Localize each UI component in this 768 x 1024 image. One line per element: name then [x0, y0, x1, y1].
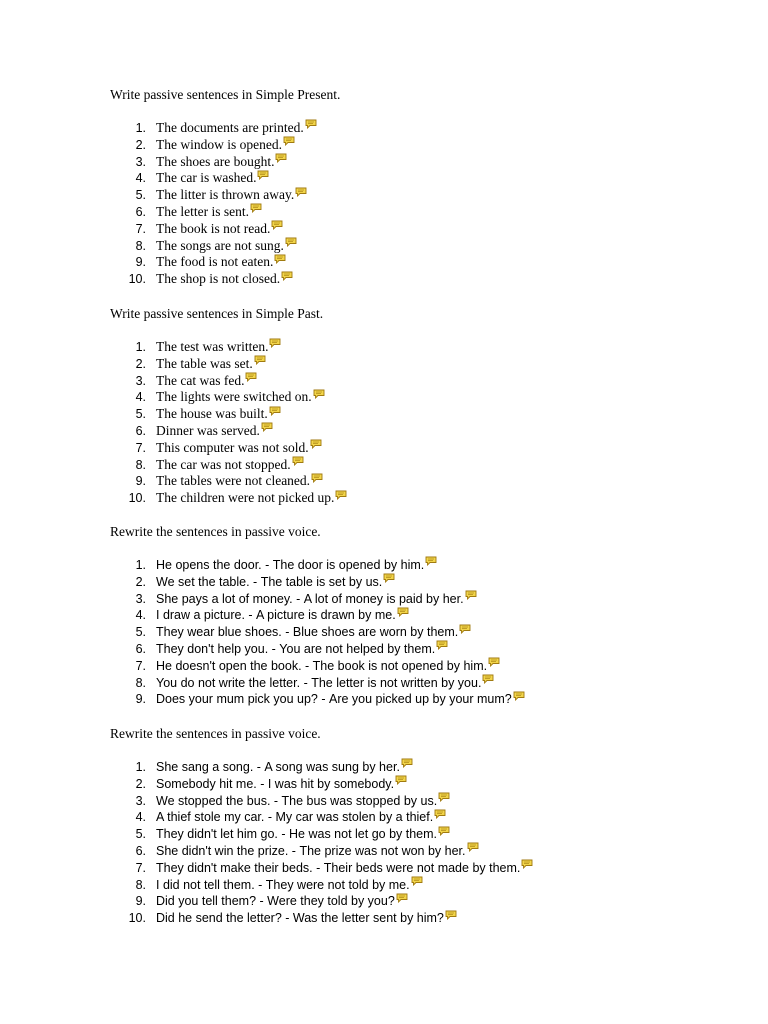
passive-sentence: The table was set.: [156, 355, 253, 371]
item-number: 2.: [135, 137, 146, 152]
item-text: [156, 591, 477, 608]
active-sentence: They didn't let him go.: [156, 827, 278, 842]
item-number: 9.: [135, 474, 146, 489]
answer-separator: -: [292, 591, 304, 606]
passive-sentence: The cat was fed.: [156, 372, 245, 388]
item-text: [156, 675, 494, 692]
answer-separator: -: [317, 692, 329, 707]
active-sentence: She sang a song.: [156, 760, 254, 774]
answer-separator: -: [281, 625, 293, 640]
comment-icon[interactable]: [488, 657, 500, 667]
passive-answer: Blue shoes are worn by them.: [292, 625, 459, 640]
comment-icon[interactable]: [305, 119, 317, 129]
section-heading: Rewrite the sentences in passive voice.: [110, 524, 321, 539]
active-sentence: I did not tell them.: [156, 877, 255, 892]
comment-icon[interactable]: [261, 422, 273, 432]
passive-answer: The book is not opened by him.: [312, 658, 488, 673]
comment-icon[interactable]: [274, 254, 286, 264]
item-text: [156, 187, 307, 204]
answer-separator: -: [256, 894, 268, 909]
item-number: 1.: [135, 558, 146, 572]
item-text: [156, 691, 525, 708]
item-number: 9.: [135, 692, 146, 707]
item-number: 2.: [135, 574, 146, 589]
passive-sentence: The test was written.: [156, 339, 269, 354]
passive-answer: The prize was not won by her.: [299, 843, 466, 858]
comment-icon[interactable]: [459, 624, 471, 634]
active-sentence: Does your mum pick you up?: [156, 692, 318, 707]
item-number: 7.: [135, 658, 146, 673]
passive-answer: Was the letter sent by him?: [292, 911, 444, 926]
active-sentence: She didn't win the prize.: [156, 843, 289, 858]
item-number: 4.: [135, 390, 146, 405]
item-text: [156, 238, 297, 255]
comment-icon[interactable]: [395, 775, 407, 785]
item-number: 1.: [135, 760, 146, 774]
passive-answer: They were not told by me.: [265, 877, 410, 892]
item-text: [156, 473, 323, 490]
item-number: 8.: [135, 457, 146, 472]
active-sentence: They don't help you.: [156, 641, 269, 656]
comment-icon[interactable]: [257, 170, 269, 180]
item-number: 7.: [135, 221, 146, 236]
answer-separator: -: [244, 608, 257, 623]
passive-answer: Were they told by you?: [267, 894, 395, 909]
item-number: 6.: [135, 423, 146, 438]
passive-answer: I was hit by somebody.: [267, 776, 395, 791]
comment-icon[interactable]: [295, 187, 307, 197]
item-number: 7.: [135, 860, 146, 875]
item-number: 5.: [135, 188, 146, 203]
active-sentence: Somebody hit me.: [156, 776, 257, 791]
item-number: 10.: [128, 491, 146, 506]
passive-answer: He was not let go by them.: [289, 827, 438, 842]
item-number: 6.: [135, 641, 146, 656]
answer-separator: -: [270, 793, 282, 808]
item-number: 3.: [135, 793, 146, 808]
item-text: [156, 658, 500, 675]
comment-icon[interactable]: [269, 406, 281, 416]
active-sentence: She pays a lot of money.: [156, 591, 293, 606]
passive-sentence: The litter is thrown away.: [156, 187, 295, 203]
passive-sentence: The documents are printed.: [156, 120, 304, 135]
passive-sentence: The car was not stopped.: [156, 456, 291, 472]
item-text: [156, 910, 457, 927]
answer-separator: -: [300, 675, 312, 690]
comment-icon[interactable]: [465, 590, 477, 600]
passive-sentence: The shoes are bought.: [156, 153, 275, 169]
item-number: 6.: [135, 204, 146, 219]
item-text: [156, 809, 446, 826]
item-number: 7.: [135, 440, 146, 455]
active-sentence: I draw a picture.: [156, 608, 245, 623]
item-text: [156, 154, 287, 171]
passive-sentence: The food is not eaten.: [156, 254, 274, 270]
section-heading: Rewrite the sentences in passive voice.: [110, 726, 321, 741]
item-text: [156, 356, 266, 373]
passive-answer: Are you picked up by your mum?: [329, 692, 512, 707]
item-number: 3.: [135, 373, 146, 388]
item-text: [156, 624, 471, 641]
passive-sentence: The songs are not sung.: [156, 237, 284, 253]
item-number: 10.: [128, 272, 146, 287]
passive-answer: My car was stolen by a thief.: [275, 810, 434, 825]
answer-separator: -: [268, 641, 280, 656]
active-sentence: We set the table.: [156, 574, 250, 589]
passive-sentence: The window is opened.: [156, 136, 282, 152]
active-sentence: They wear blue shoes.: [156, 625, 282, 640]
item-number: 4.: [135, 171, 146, 186]
passive-sentence: The car is washed.: [156, 170, 257, 186]
item-text: [156, 826, 450, 843]
item-number: 10.: [128, 911, 146, 926]
item-text: [156, 490, 347, 507]
answer-separator: -: [264, 810, 276, 825]
comment-icon[interactable]: [396, 893, 408, 903]
comment-icon[interactable]: [281, 271, 293, 281]
comment-icon[interactable]: [401, 758, 413, 768]
active-sentence: They didn't make their beds.: [156, 860, 313, 875]
passive-sentence: This computer was not sold.: [156, 439, 309, 455]
comment-icon[interactable]: [434, 809, 446, 819]
comment-icon[interactable]: [285, 237, 297, 247]
active-sentence: He opens the door.: [156, 558, 262, 572]
item-number: 3.: [135, 154, 146, 169]
item-number: 5.: [135, 827, 146, 842]
passive-answer: The table is set by us.: [260, 574, 383, 589]
comment-icon[interactable]: [283, 136, 295, 146]
item-text: [156, 254, 286, 271]
item-number: 8.: [135, 238, 146, 253]
comment-icon[interactable]: [245, 372, 257, 382]
item-text: [156, 860, 533, 877]
passive-answer: A song was sung by her.: [264, 760, 400, 774]
item-text: [156, 271, 293, 288]
item-number: 3.: [135, 591, 146, 606]
passive-answer: The door is opened by him.: [272, 558, 425, 572]
comment-icon[interactable]: [254, 355, 266, 365]
comment-icon[interactable]: [292, 456, 304, 466]
active-sentence: A thief stole my car.: [156, 810, 265, 825]
comment-icon[interactable]: [425, 556, 437, 566]
answer-separator: -: [253, 760, 265, 774]
passive-answer: Their beds were not made by them.: [323, 860, 521, 875]
item-text: [156, 373, 257, 390]
item-text: [156, 137, 295, 154]
item-text: [156, 557, 437, 574]
item-text: [156, 423, 273, 440]
item-number: 8.: [135, 675, 146, 690]
passive-sentence: The tables were not cleaned.: [156, 473, 311, 489]
item-text: [156, 607, 409, 624]
comment-icon[interactable]: [521, 859, 533, 869]
item-text: [156, 339, 281, 356]
answer-separator: -: [301, 658, 313, 673]
passive-sentence: The shop is not closed.: [156, 271, 281, 287]
answer-separator: -: [277, 827, 290, 842]
item-number: 1.: [135, 121, 146, 135]
item-number: 9.: [135, 255, 146, 270]
comment-icon[interactable]: [271, 220, 283, 230]
item-number: 8.: [135, 877, 146, 892]
active-sentence: Did you tell them?: [156, 894, 257, 909]
item-text: [156, 776, 407, 793]
item-text: [156, 204, 262, 221]
section-heading: Write passive sentences in Simple Present.: [110, 87, 341, 102]
comment-icon[interactable]: [250, 203, 262, 213]
answer-separator: -: [312, 860, 324, 875]
item-text: [156, 893, 408, 910]
item-number: 4.: [135, 810, 146, 825]
active-sentence: We stopped the bus.: [156, 793, 271, 808]
item-text: [156, 120, 317, 137]
answer-separator: -: [288, 843, 300, 858]
item-number: 9.: [135, 894, 146, 909]
item-text: [156, 457, 304, 474]
comment-icon[interactable]: [313, 389, 325, 399]
answer-separator: -: [281, 911, 293, 926]
item-text: [156, 389, 325, 406]
item-number: 2.: [135, 356, 146, 371]
section-heading: Write passive sentences in Simple Past.: [110, 306, 324, 321]
item-text: [156, 574, 395, 591]
passive-answer: You are not helped by them.: [279, 641, 436, 656]
answer-separator: -: [249, 574, 261, 589]
passive-answer: A lot of money is paid by her.: [303, 591, 464, 606]
item-text: [156, 406, 281, 423]
comment-icon[interactable]: [411, 876, 423, 886]
passive-sentence: The house was built.: [156, 406, 268, 422]
active-sentence: Did he send the letter?: [156, 911, 282, 926]
item-number: 4.: [135, 608, 146, 623]
comment-icon[interactable]: [335, 490, 347, 500]
item-text: [156, 759, 413, 776]
item-number: 2.: [135, 776, 146, 791]
item-text: [156, 170, 269, 187]
answer-separator: -: [261, 558, 273, 572]
active-sentence: He doesn't open the book.: [156, 658, 302, 673]
comment-icon[interactable]: [445, 910, 457, 920]
item-text: [156, 793, 450, 810]
comment-icon[interactable]: [397, 607, 409, 617]
comment-icon[interactable]: [436, 640, 448, 650]
passive-sentence: The book is not read.: [156, 220, 271, 236]
answer-separator: -: [254, 877, 266, 892]
passive-sentence: The lights were switched on.: [156, 389, 312, 405]
comment-icon[interactable]: [383, 573, 395, 583]
item-text: [156, 641, 448, 658]
active-sentence: You do not write the letter.: [156, 675, 301, 690]
item-text: [156, 440, 322, 457]
item-number: 1.: [135, 340, 146, 354]
answer-separator: -: [256, 776, 268, 791]
item-number: 5.: [135, 625, 146, 640]
passive-answer: The letter is not written by you.: [311, 675, 482, 690]
comment-icon[interactable]: [310, 439, 322, 449]
item-text: [156, 221, 283, 238]
item-text: [156, 877, 423, 894]
comment-icon[interactable]: [467, 842, 479, 852]
comment-icon[interactable]: [438, 826, 450, 836]
comment-icon[interactable]: [311, 473, 323, 483]
passive-sentence: The letter is sent.: [156, 203, 249, 219]
passive-sentence: Dinner was served.: [156, 422, 260, 438]
comment-icon[interactable]: [269, 338, 281, 348]
comment-icon[interactable]: [513, 691, 525, 701]
item-number: 5.: [135, 407, 146, 422]
comment-icon[interactable]: [482, 674, 494, 684]
comment-icon[interactable]: [275, 153, 287, 163]
item-number: 6.: [135, 843, 146, 858]
item-text: [156, 843, 479, 860]
passive-answer: The bus was stopped by us.: [281, 793, 438, 808]
comment-icon[interactable]: [438, 792, 450, 802]
passive-answer: A picture is drawn by me.: [256, 608, 396, 623]
passive-sentence: The children were not picked up.: [156, 490, 335, 506]
